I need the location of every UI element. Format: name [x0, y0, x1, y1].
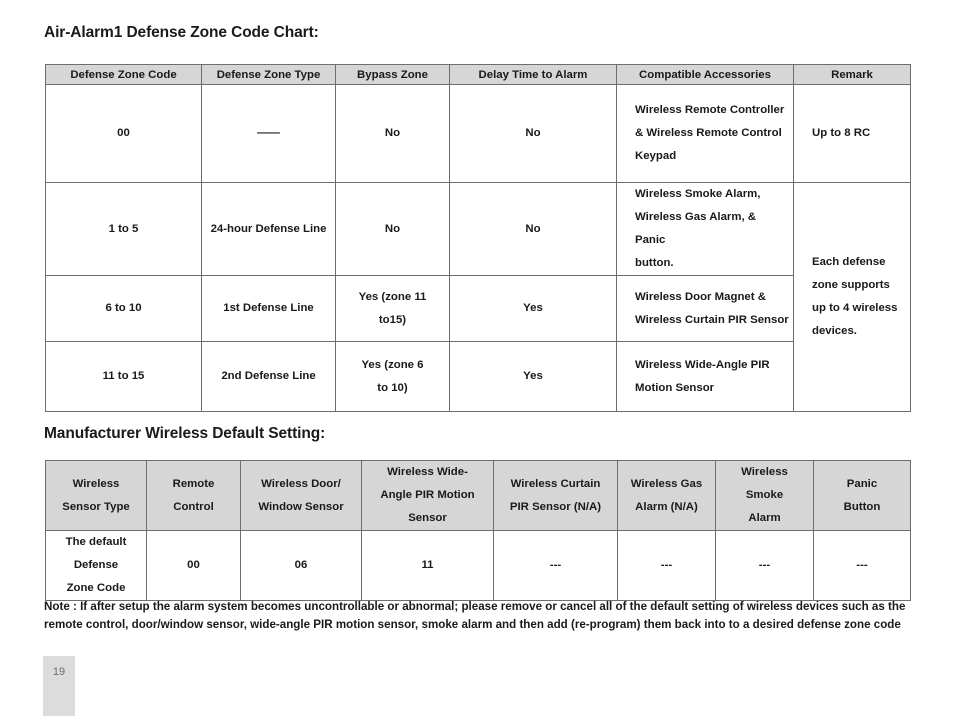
table-row	[46, 276, 911, 342]
wide-angle-pir-value: 11	[362, 531, 494, 601]
smoke-alarm-value: ---	[716, 531, 814, 601]
header-gas-alarm: Wireless Gas Alarm (N/A)	[618, 461, 716, 531]
door-window-value: 06	[241, 531, 362, 601]
defense-zone-code-table	[45, 64, 911, 412]
table-header-row	[46, 65, 911, 85]
accessories-cell: Wireless Smoke Alarm, Wireless Gas Alarm, & Panic button.	[617, 183, 794, 276]
bypass-cell: No	[336, 85, 450, 183]
zone-type-cell: 2nd Defense Line	[202, 342, 336, 412]
bypass-cell: Yes (zone 11 to15)	[336, 276, 450, 342]
curtain-pir-value: ---	[494, 531, 618, 601]
delay-cell: No	[450, 85, 617, 183]
header-remark: Remark	[794, 65, 911, 85]
zone-code-cell: 1 to 5	[46, 183, 202, 276]
header-curtain-pir: Wireless Curtain PIR Sensor (N/A)	[494, 461, 618, 531]
header-bypass-zone: Bypass Zone	[336, 65, 450, 85]
zone-type-cell: ——	[202, 85, 336, 183]
remote-control-value: 00	[147, 531, 241, 601]
delay-cell: No	[450, 183, 617, 276]
table-row	[46, 85, 911, 183]
header-panic-button: Panic Button	[814, 461, 911, 531]
zone-code-cell: 6 to 10	[46, 276, 202, 342]
default-setting-table	[45, 460, 911, 601]
accessories-cell: Wireless Remote Controller & Wireless Remote Control Keypad	[617, 85, 794, 183]
zone-code-cell: 00	[46, 85, 202, 183]
shared-remark-cell: Each defense zone supports up to 4 wireless devices.	[794, 183, 911, 412]
header-delay-time: Delay Time to Alarm	[450, 65, 617, 85]
header-sensor-type: Wireless Sensor Type	[46, 461, 147, 531]
table-header-row	[46, 461, 911, 531]
table-row	[46, 531, 911, 601]
zone-type-cell: 1st Defense Line	[202, 276, 336, 342]
zone-type-cell: 24-hour Defense Line	[202, 183, 336, 276]
accessories-cell: Wireless Wide-Angle PIR Motion Sensor	[617, 342, 794, 412]
header-defense-zone-code: Defense Zone Code	[46, 65, 202, 85]
table-row	[46, 183, 911, 276]
page-number: 19	[52, 666, 66, 678]
page-number-tab	[43, 656, 75, 716]
zone-chart-title: Air-Alarm1 Defense Zone Code Chart:	[44, 24, 319, 41]
table-row	[46, 342, 911, 412]
bypass-cell: No	[336, 183, 450, 276]
accessories-cell: Wireless Door Magnet & Wireless Curtain PIR Sensor	[617, 276, 794, 342]
panic-button-value: ---	[814, 531, 911, 601]
default-zone-code-label: The default Defense Zone Code	[46, 531, 147, 601]
header-door-window-sensor: Wireless Door/ Window Sensor	[241, 461, 362, 531]
header-smoke-alarm: Wireless Smoke Alarm	[716, 461, 814, 531]
header-compatible-accessories: Compatible Accessories	[617, 65, 794, 85]
default-setting-title: Manufacturer Wireless Default Setting:	[44, 425, 326, 442]
setup-note: Note : If after setup the alarm system becomes uncontrollable or abnormal; please remove or cancel all of the default setting of wireless devices such as the remote control, door/window sensor, wide-angle PIR motion sensor, smoke alarm and then add (re-program) them back into to a desired defense zone code	[44, 600, 906, 631]
remark-cell: Up to 8 RC	[794, 85, 911, 183]
zone-code-cell: 11 to 15	[46, 342, 202, 412]
gas-alarm-value: ---	[618, 531, 716, 601]
bypass-cell: Yes (zone 6 to 10)	[336, 342, 450, 412]
header-wide-angle-pir: Wireless Wide- Angle PIR Motion Sensor	[362, 461, 494, 531]
header-remote-control: Remote Control	[147, 461, 241, 531]
header-defense-zone-type: Defense Zone Type	[202, 65, 336, 85]
delay-cell: Yes	[450, 276, 617, 342]
delay-cell: Yes	[450, 342, 617, 412]
